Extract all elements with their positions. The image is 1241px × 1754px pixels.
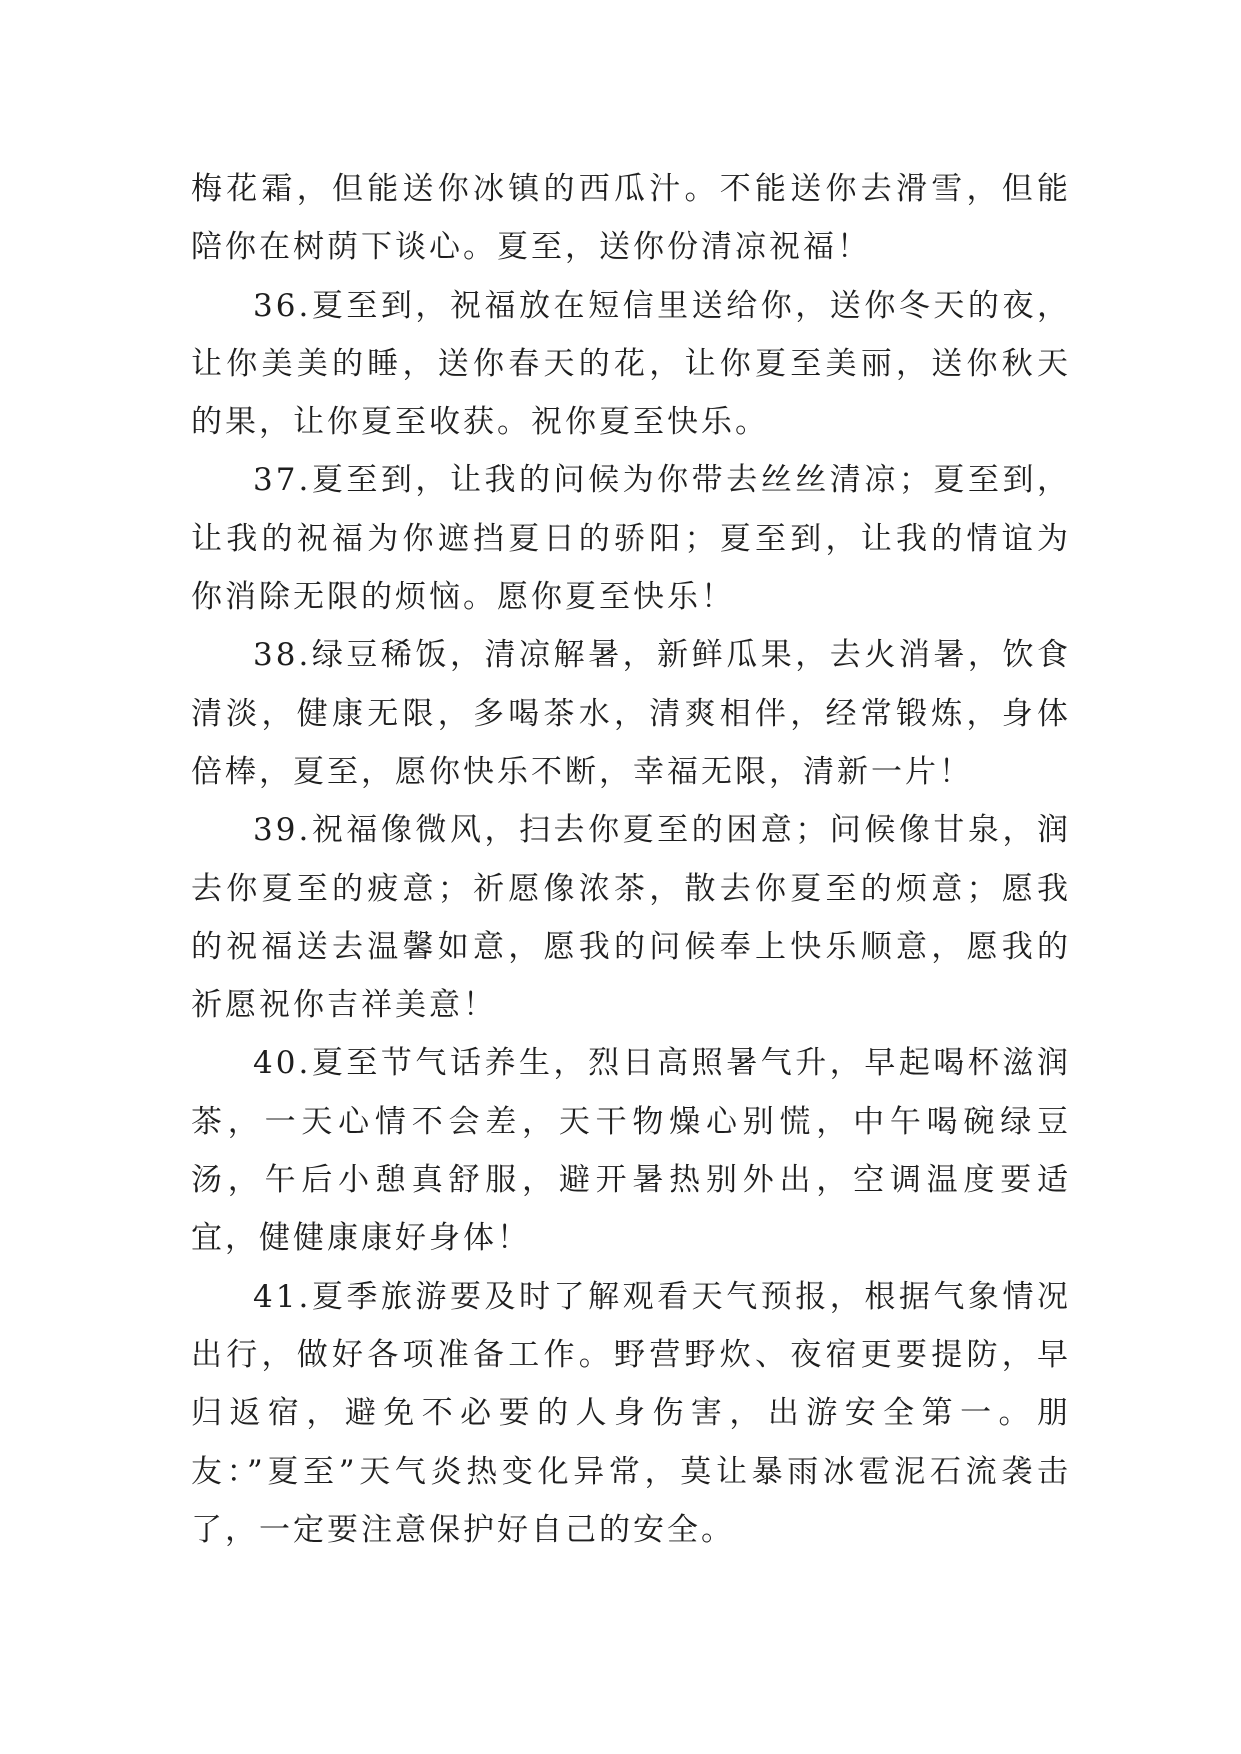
paragraph-continued: 梅花霜，但能送你冰镇的西瓜汁。不能送你去滑雪，但能陪你在树荫下谈心。夏至，送你份清凉祝福！ [191,171,1071,266]
paragraph-39: 39.祝福像微风，扫去你夏至的困意；问候像甘泉，润去你夏至的疲意；祈愿像浓茶，散去你夏至的烦意；愿我的祝福送去温馨如意，愿我的问候奉上快乐顺意，愿我的祈愿祝你吉祥美意！ [191,812,1071,1024]
document-body [191,160,1071,1559]
paragraph-41: 41.夏季旅游要及时了解观看天气预报，根据气象情况出行，做好各项准备工作。野营野炊、夜宿更要提防，早归返宿，避免不必要的人身伤害，出游安全第一。朋友：”夏至”天气炎热变化异常，莫让暴雨冰雹泥石流袭击了，一定要注意保护好自己的安全。 [191,1278,1071,1548]
paragraph-36: 36.夏至到，祝福放在短信里送给你，送你冬天的夜，让你美美的睡，送你春天的花，让你夏至美丽，送你秋天的果，让你夏至收获。祝你夏至快乐。 [191,287,1071,441]
paragraph-38: 38.绿豆稀饭，清凉解暑，新鲜瓜果，去火消暑，饮食清淡，健康无限，多喝茶水，清爽相伴，经常锻炼，身体倍棒，夏至，愿你快乐不断，幸福无限，清新一片！ [191,637,1071,790]
paragraph-37: 37.夏至到，让我的问候为你带去丝丝清凉；夏至到，让我的祝福为你遮挡夏日的骄阳；夏至到，让我的情谊为你消除无限的烦恼。愿你夏至快乐！ [191,462,1071,616]
paragraph-40: 40.夏至节气话养生，烈日高照暑气升，早起喝杯滋润茶，一天心情不会差，天干物燥心别慌，中午喝碗绿豆汤，午后小憩真舒服，避开暑热别外出，空调温度要适宜，健健康康好身体！ [191,1045,1071,1257]
